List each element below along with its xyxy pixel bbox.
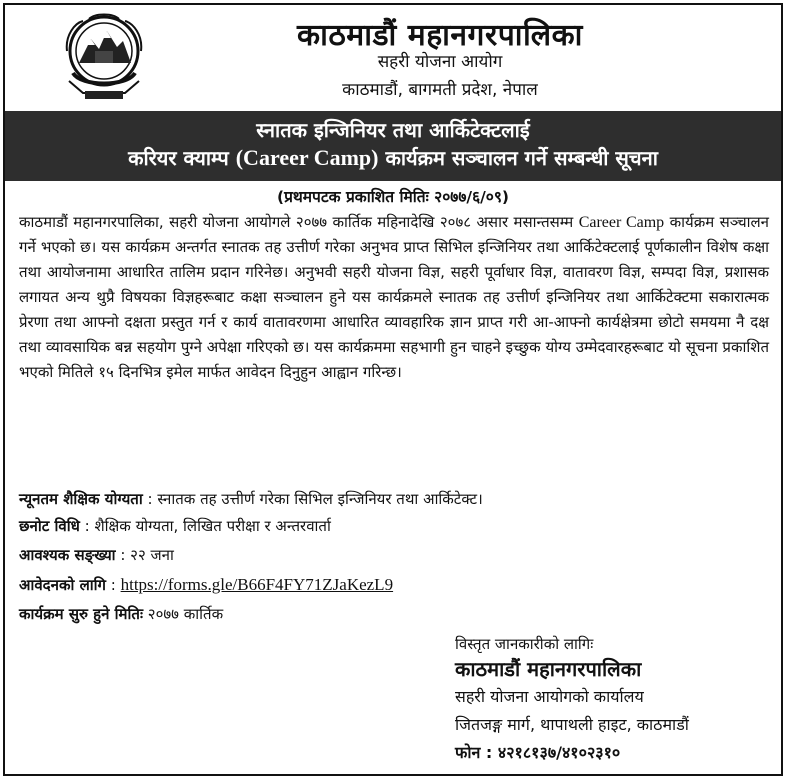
contact-intro: विस्तृत जानकारीको लागिः — [455, 635, 594, 653]
field-seats — [19, 544, 174, 566]
banner-line-2-english: (Career Camp) — [235, 145, 379, 170]
contact-org: काठमाडौं महानगरपालिका — [455, 657, 642, 681]
selection-value: : शैक्षिक योग्यता, लिखित परीक्षा र अन्तरवार्ता — [84, 517, 331, 535]
org-title: काठमाडौं महानगरपालिका — [297, 18, 583, 53]
notice-frame — [3, 3, 783, 776]
field-apply — [19, 574, 393, 596]
contact-phone: फोन : ४२१८१३७/४१०२३१० — [455, 743, 621, 762]
banner-line-2-suffix: कार्यक्रम सञ्चालन गर्ने सम्बन्धी सूचना — [385, 146, 658, 170]
field-selection — [19, 515, 331, 537]
start-date-value: २०७७ कार्तिक — [147, 605, 224, 623]
field-start-date — [19, 603, 223, 625]
published-date: (प्रथमपटक प्रकाशित मितिः २०७७/६/०९) — [276, 188, 509, 206]
paragraph-part-2: कार्यक्रम सञ्चालन गर्ने भएको छ। यस कार्यक्रम अन्तर्गत स्नातक तह उत्तीर्ण गरेका अनुभव प्राप्त सिभिल इन्जिनियर तथा आर्किटेक्टलाई पूर्णकालीन विशेष कक्षा तथा आयोजनामा आधारित तालिम प्रदान गरिनेछ। अनुभवी सहरी योजना विज्ञ, सहरी पूर्वाधार विज्ञ, वातावरण विज्ञ, सम्पदा विज्ञ, प्रशासक लगायत अन्य थुप्रै विषयका विज्ञहरूबाट कक्षा सञ्चालन हुने यस कार्यक्रमले स्नातक तह उत्तीर्ण इन्जिनियर तथा आर्किटेक्टमा सकारात्मक प्रेरणा तथा आफ्नो दक्षता प्रस्तुत गर्न र कार्य वातावरणमा आधारित व्यावहारिक ज्ञान प्राप्त गरी आ-आफ्नो कार्यक्षेत्रमा छोटो समयमा नै दक्ष तथा व्यावसायिक बन्न सहयोग पुग्ने अपेक्षा गरिएको छ। यस कार्यक्रममा सहभागी हुन चाहने इच्छुक योग्य उम्मेदवारहरूबाट यो सूचना प्रकाशित भएको मितिले १५ दिनभित्र इमेल मार्फत आवेदन दिनुहुन आह्वान गरिन्छ। — [19, 213, 769, 381]
apply-form-link[interactable]: https://forms.gle/B66F4FY71ZJaKezL9 — [120, 575, 394, 594]
banner-line-1: स्नातक इन्जिनियर तथा आर्किटेक्टलाई — [256, 118, 530, 142]
seats-value: : २२ जना — [120, 546, 174, 564]
notice-header — [5, 5, 781, 109]
contact-address: जितजङ्ग मार्ग, थापाथली हाइट, काठमाडौं — [455, 715, 689, 734]
contact-office: सहरी योजना आयोगको कार्यालय — [455, 687, 644, 706]
paragraph-english-term: Career Camp — [578, 214, 665, 231]
start-date-label: कार्यक्रम सुरु हुने मितिः — [19, 605, 143, 623]
selection-label: छनोट विधि — [19, 517, 80, 535]
banner-line-2 — [5, 143, 781, 173]
qualification-value: : स्नातक तह उत्तीर्ण गरेका सिभिल इन्जिनियर तथा आर्किटेक्ट। — [147, 490, 483, 508]
paragraph-part-1: काठमाडौं महानगरपालिका, सहरी योजना आयोगले २०७७ कार्तिक महिनादेखि २०७८ असार मसान्तसम्म — [19, 213, 574, 231]
seats-label: आवश्यक सङ्ख्या — [19, 546, 116, 564]
notice-title-banner — [5, 111, 781, 181]
notice-body-paragraph — [19, 210, 769, 385]
qualification-label: न्यूनतम शैक्षिक योग्यता — [19, 490, 143, 508]
banner-line-2-prefix: करियर क्याम्प — [128, 146, 229, 170]
contact-block — [455, 633, 775, 767]
field-qualification — [19, 488, 483, 510]
apply-label: आवेदनको लागि — [19, 576, 106, 594]
apply-separator: : — [110, 576, 116, 594]
kathmandu-metropolitan-emblem-icon — [61, 11, 147, 103]
org-subtitle: सहरी योजना आयोग — [377, 52, 503, 72]
org-address: काठमाडौं, बागमती प्रदेश, नेपाल — [342, 80, 538, 100]
